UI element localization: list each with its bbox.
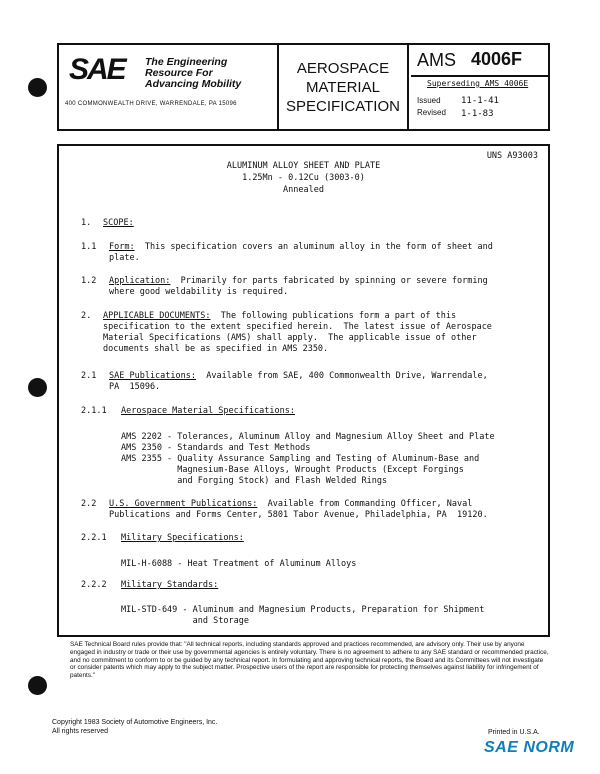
specification-body: UNS A93003 ALUMINUM ALLOY SHEET AND PLATE 1.25Mn - 0.12Cu (3003-0) Annealed 1. SCOPE: 1.1 Form: This specification covers an aluminum alloy in the form of sheet and plate. 1.2 Application: Primarily for parts fabricated by spinning or severe forming where good weldability is required. 2. APPLICABLE DOCUMENTS: The following publications form a part of this specification to the extent specified herein. The latest issue of Aerospace Material Specifications (AMS) shall apply. The applicable issue of other documents shall be as specified in AMS 2350. 2.1 SAE Publications: Available from SAE, 400 Commonwealth Drive, Warrendale, PA 15096. 2.1.1 Aerospace Material Specifications: AMS 2202 - Tolerances, Aluminum Alloy and Magnesium Alloy Sheet and Plate AMS 2350 - Standards and Test Methods AMS 2355 - Quality Assurance Sampling and Testing of Aluminum-Base and Magnesium-Base Alloys, Wrought Products (Except Forgings and Forging Stock) and Flash Welded Rings 2.2 U.S. Government Publications: Available from Commanding Officer, Naval Publications and Forms Center, 5801 Tabor Avenue, Philadelphia, PA 19120. 2.2.1 Military Specifications: MIL-H-6088 - Heat Treatment of Aluminum Alloys 2.2.2 Military Standards: MIL-STD-649 - Aluminum and Magnesium Products, Preparation for Shipment and Storage [57, 144, 550, 637]
sae-address: 400 COMMONWEALTH DRIVE, WARRENDALE, PA 15096 [65, 101, 237, 107]
ams-ref: AMS 2202 - Tolerances, Aluminum Alloy and Magnesium Alloy Sheet and Plate [121, 432, 495, 442]
date-labels: Issued Revised [417, 96, 446, 117]
ams-number: 4006F [471, 49, 523, 69]
punch-hole-top [28, 78, 47, 97]
superseding: Superseding AMS 4006E [427, 79, 529, 88]
ams-ref: and Forging Stock) and Flash Welded Rings [121, 476, 388, 486]
date-values: 11-1-41 1-1-83 [461, 96, 499, 119]
copyright: Copyright 1983 Society of Automotive Engineers, Inc. All rights reserved [52, 719, 218, 735]
spec-title: ALUMINUM ALLOY SHEET AND PLATE 1.25Mn - 0.12Cu (3003-0) Annealed [226, 161, 381, 195]
punch-hole-bottom [28, 676, 47, 695]
sae-tagline: The Engineering Resource For Advancing Mobility [145, 56, 242, 90]
punch-hole-middle [28, 378, 47, 397]
technical-board-notice: SAE Technical Board rules provide that: "All technical reports, including standards approved and practices recommended, are advisory only. Their use by anyone engaged in industry or trade or their use by governmental agencies is entirely voluntary. There is no agreement to adhere to any SAE standard or recommended practice, and no commitment to conform to or be guided by any technical report. In formulating and approving technical reports, the Board and its Committees will not investigate or consider patents which may apply to the subject matter. Prospective users of the report are responsible for protecting themselves against liability for infringement of patents." [70, 641, 549, 680]
ams-ref: Magnesium-Base Alloys, Wrought Products (Except Forgings [121, 465, 464, 475]
sae-logo: SAE [69, 53, 125, 86]
uns-number: UNS A93003 [486, 151, 538, 161]
ams-ref: AMS 2355 - Quality Assurance Sampling and Testing of Aluminum-Base and [121, 454, 480, 464]
sae-norm-watermark: SAE NORM [484, 739, 575, 756]
sae-logo-block [59, 45, 279, 129]
ams-number-block [411, 45, 548, 129]
document-header [57, 43, 550, 131]
ams-label: AMS [417, 50, 457, 70]
doc-type: AEROSPACE MATERIAL SPECIFICATION [279, 45, 409, 129]
ams-ref: AMS 2350 - Standards and Test Methods [121, 443, 311, 453]
printed-in: Printed in U.S.A. [488, 729, 540, 736]
